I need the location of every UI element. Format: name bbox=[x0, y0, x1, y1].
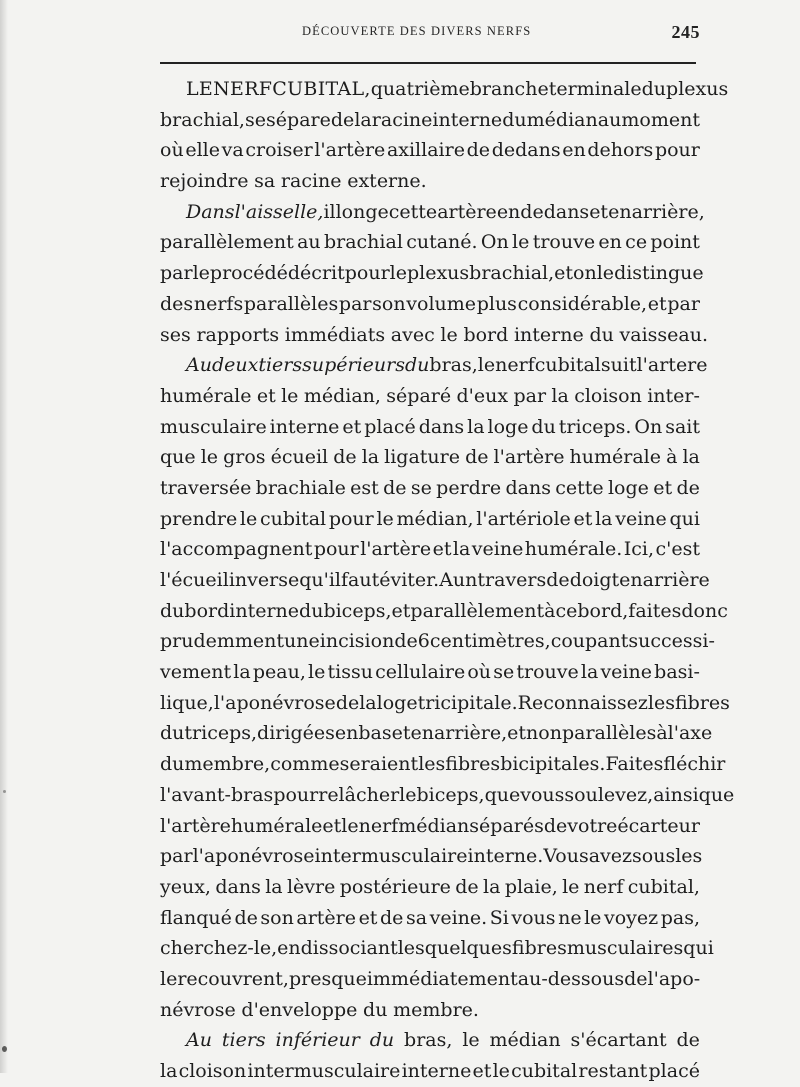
text-line: du membre, comme seraient les fibres bicipitales. Faites fléchir bbox=[160, 753, 726, 776]
text-line: prudemment une incision de 6 centimètres, coupant successi- bbox=[160, 630, 715, 653]
text-line: du triceps, dirigées en bas et en arrière, et non parallèles à l'axe bbox=[160, 722, 713, 745]
text-line: l'accompagnent pour l'artère et la veine humérale. Ici, c'est bbox=[160, 538, 700, 561]
text-line: lique, l'aponévrose de la loge tricipitale. Reconnaissez les fibres bbox=[160, 691, 730, 714]
text-line: LE NERF CUBITAL, quatrième branche terminale du plexus bbox=[186, 78, 729, 100]
text-line: musculaire interne et placé dans la loge du triceps. On sait bbox=[160, 415, 700, 438]
page-edge-shadow bbox=[0, 0, 8, 1073]
body-text bbox=[160, 74, 735, 1087]
text-line: rejoindre sa racine externe. bbox=[160, 170, 427, 193]
text-line: cherchez-le, en dissociant les quelques fibres musculaires qui bbox=[160, 937, 714, 960]
header-rule bbox=[160, 62, 696, 64]
ink-speck bbox=[3, 790, 6, 793]
text-line: du bord interne du biceps, et parallèlement à ce bord, faites donc bbox=[160, 599, 728, 622]
text-line: où elle va croiser l'artère axillaire de dedans en dehors pour bbox=[160, 139, 700, 162]
text-line: névrose d'enveloppe du membre. bbox=[160, 998, 479, 1021]
text-line: parallèlement au brachial cutané. On le trouve en ce point bbox=[160, 231, 700, 254]
ink-speck bbox=[2, 1046, 7, 1052]
text-line: l'écueil inverse qu'il faut éviter. A un travers de doigt en arrière bbox=[160, 569, 710, 591]
text-line: ses rapports immédiats avec le bord interne du vaisseau. bbox=[160, 323, 709, 346]
text-line: des nerfs parallèles par son volume plus considérable, et par bbox=[160, 292, 700, 315]
text-line: Dans l'aisselle, il longe cette artère en dedans et en arrière, bbox=[186, 200, 705, 223]
text-line: humérale et le médian, séparé d'eux par la cloison inter- bbox=[160, 384, 700, 407]
text-line: que le gros écueil de la ligature de l'artère humérale à la bbox=[160, 446, 700, 469]
text-line: par l'aponévrose intermusculaire interne. Vous avez sous les bbox=[160, 845, 703, 868]
text-line: prendre le cubital pour le médian, l'artériole et la veine qui bbox=[160, 507, 700, 530]
page-header bbox=[160, 22, 700, 46]
text-line: flanqué de son artère et de sa veine. Si vous ne le voyez pas, bbox=[160, 906, 700, 929]
text-line: la cloison intermusculaire interne et le cubital restant placé bbox=[160, 1060, 700, 1082]
page-number: 245 bbox=[671, 22, 700, 42]
text-line: l'artère humérale et le nerf médian séparés de votre écarteur bbox=[160, 814, 700, 837]
text-line: Au tiers inférieur du bras, le médian s'écartant de bbox=[186, 1029, 700, 1052]
text-line: l'avant-bras pour relâcher le biceps, que vous soulevez, ainsi que bbox=[160, 783, 735, 806]
text-line: Au deux tiers supérieurs du bras, le nerf cubital suit l'artere bbox=[186, 354, 708, 377]
text-line: brachial, se sépare de la racine interne du médian au moment bbox=[160, 108, 700, 131]
text-line: le recouvrent, presque immédiatement au-dessous de l'apo- bbox=[160, 967, 701, 990]
text-line: par le procédé décrit pour le plexus brachial, et on le distingue bbox=[160, 262, 704, 285]
text-line: yeux, dans la lèvre postérieure de la plaie, le nerf cubital, bbox=[160, 875, 700, 898]
text-line: traversée brachiale est de se perdre dans cette loge et de bbox=[160, 476, 700, 499]
text-line: vement la peau, le tissu cellulaire où se trouve la veine basi- bbox=[160, 661, 700, 684]
running-head: DÉCOUVERTE DES DIVERS NERFS bbox=[302, 24, 532, 38]
